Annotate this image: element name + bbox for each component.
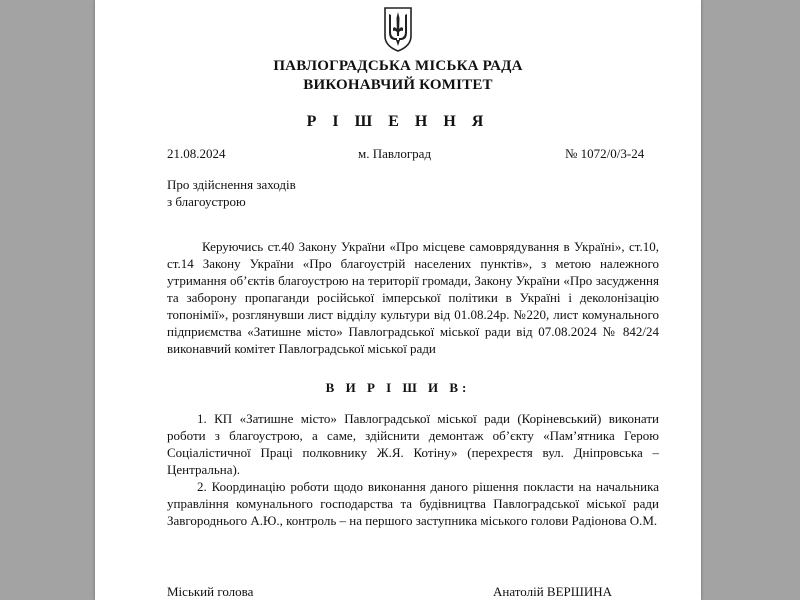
decision-number: № 1072/0/3-24 bbox=[565, 146, 645, 161]
council-name: ПАВЛОГРАДСЬКА МІСЬКА РАДА bbox=[273, 58, 523, 74]
preamble-paragraph: Керуючись ст.40 Закону України «Про місцеве самоврядування в Україні», ст.10, ст.14 Закону України «Про благоустрій населених пунктів», з метою належного утримання об’єктів благоустрою на території громади, Закону України «Про засудження та заборону пропаганди російської імперської політики в Україні і деколонізацію топонімії», розглянувши лист відділу культури від 01.08.24р. №220, лист комунального підприємства «Затишне місто» Павлоградської міської ради від 07.08.2024 № 842/24 виконавчий комітет Павлоградської міської ради bbox=[167, 239, 659, 356]
decision-subject bbox=[167, 176, 296, 210]
subject-line: з благоустрою bbox=[167, 194, 246, 209]
document-page bbox=[95, 0, 701, 600]
decision-place: м. Павлоград bbox=[358, 146, 432, 161]
document-title: Р І Ш Е Н Н Я bbox=[306, 113, 490, 130]
signatory-name: Анатолій ВЕРШИНА bbox=[493, 584, 613, 599]
subject-line: Про здійснення заходів bbox=[167, 177, 296, 192]
resolve-heading: В И Р І Ш И В: bbox=[325, 380, 471, 395]
tryzub-coat-of-arms-icon bbox=[382, 6, 414, 52]
resolution-item-1: 1. КП «Затишне місто» Павлоградської міської ради (Коріневський) виконати роботи з благоустрою, а саме, здійснити демонтаж об’єкту «Пам’ятника Герою Соціалістичної Праці полковнику Ж.Я. Котіну» (перехрестя вул. Дніпровська –Центральна). bbox=[167, 411, 659, 477]
committee-name: ВИКОНАВЧИЙ КОМІТЕТ bbox=[303, 77, 493, 93]
resolution-item-2: 2. Координацію роботи щодо виконання даного рішення покласти на начальника управління комунального господарства та будівництва Павлоградської міської ради Завгороднього А.Ю., контроль – на першого заступника міського голови Радіонова О.М. bbox=[167, 479, 659, 528]
decision-date: 21.08.2024 bbox=[167, 146, 226, 161]
signatory-title: Міський голова bbox=[167, 584, 254, 599]
